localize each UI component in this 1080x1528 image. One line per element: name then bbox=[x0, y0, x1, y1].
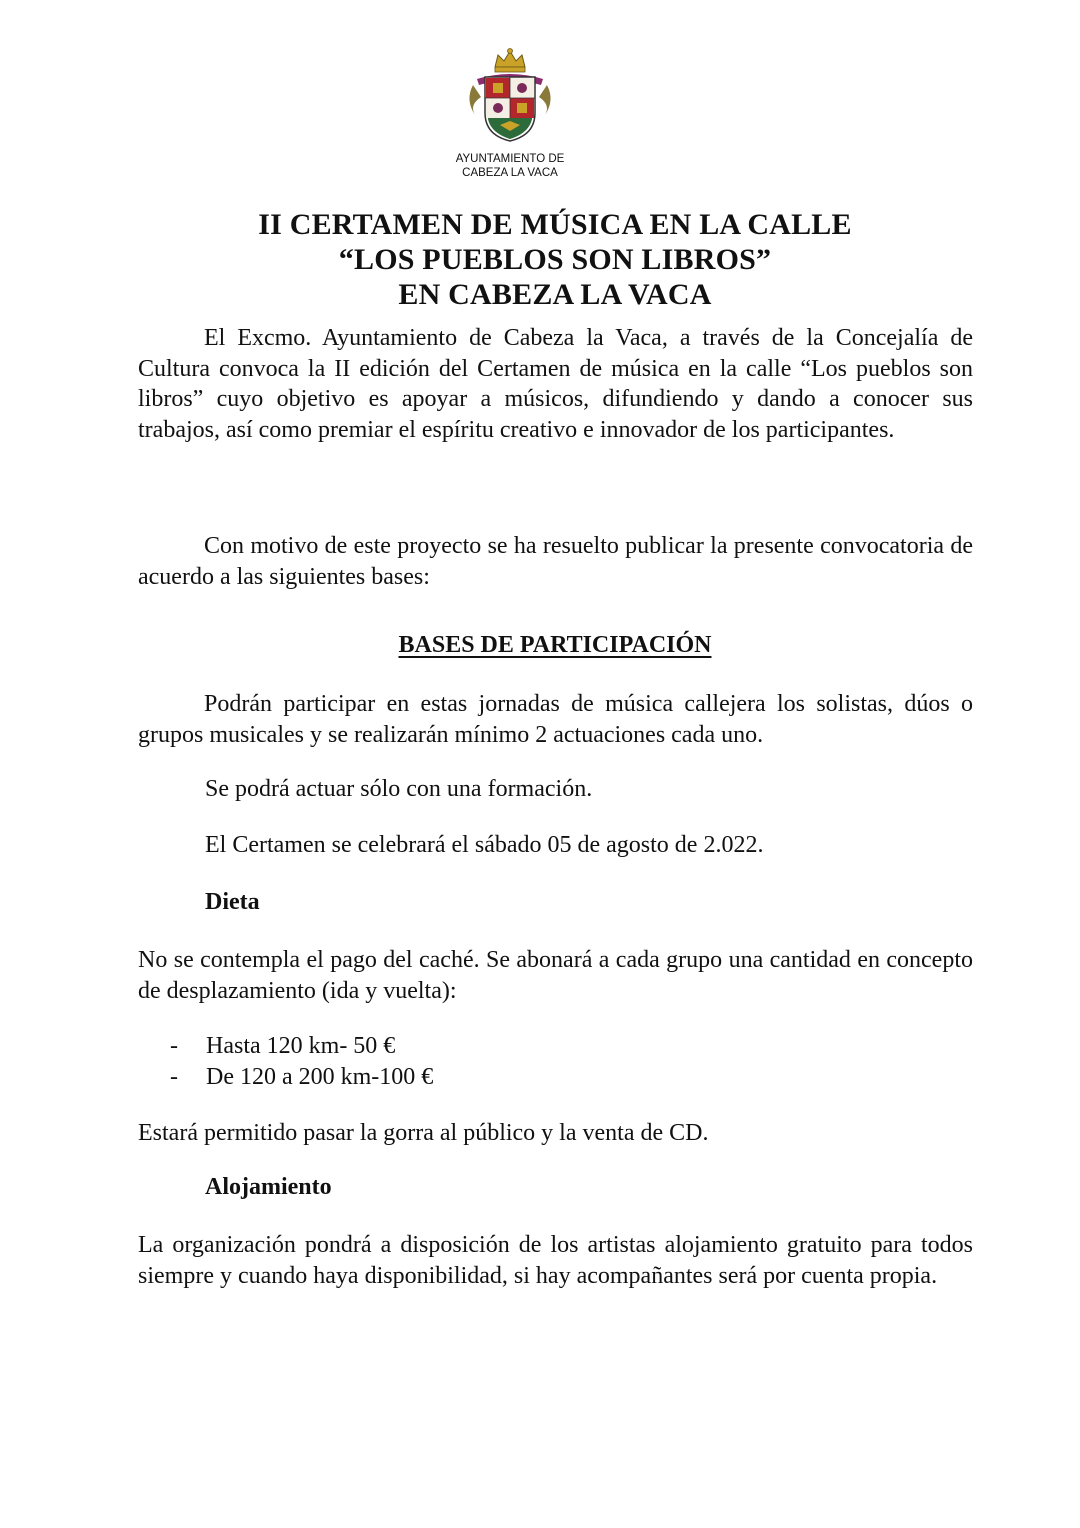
crown-icon bbox=[495, 49, 525, 73]
org-line-1: AYUNTAMIENTO DE bbox=[455, 153, 565, 165]
title-line-3: EN CABEZA LA VACA bbox=[398, 278, 712, 311]
bases-heading: BASES DE PARTICIPACIÓN bbox=[398, 632, 712, 658]
organization-name bbox=[400, 152, 620, 180]
list-dash: - bbox=[170, 1063, 178, 1090]
dieta-paragraph: No se contempla el pago del caché. Se abonará a cada grupo una cantidad en concepto de desplazamiento (ida y vuelta): bbox=[138, 947, 973, 1004]
title-line-2: “LOS PUEBLOS SON LIBROS” bbox=[338, 243, 772, 276]
org-line-2: CABEZA LA VACA bbox=[462, 167, 558, 179]
bases-line-formation: Se podrá actuar sólo con una formación. bbox=[205, 776, 593, 802]
list-dash: - bbox=[170, 1033, 178, 1059]
list-item-text: De 120 a 200 km-100 € bbox=[206, 1063, 434, 1090]
intro-paragraph-2: Con motivo de este proyecto se ha resuelto publicar la presente convocatoria de acuerdo a las siguientes bases: bbox=[138, 533, 973, 590]
intro-paragraph-1: El Excmo. Ayuntamiento de Cabeza la Vaca, a través de la Concejalía de Cultura convoca la II edición del Certamen de música en la calle “Los pueblos son libros” cuyo objetivo es apoyar a músicos, difundiendo y dando a conocer sus trabajos, así como premiar el espíritu creativo e innovador de los participantes. bbox=[138, 325, 973, 443]
alojamiento-heading: Alojamiento bbox=[205, 1174, 332, 1200]
dieta-note: Estará permitido pasar la gorra al público y la venta de CD. bbox=[138, 1120, 709, 1146]
bases-line-date: El Certamen se celebrará el sábado 05 de agosto de 2.022. bbox=[205, 832, 764, 858]
bases-paragraph-1: Podrán participar en estas jornadas de música callejera los solistas, dúos o grupos musicales y se realizarán mínimo 2 actuaciones cada uno. bbox=[138, 691, 973, 748]
dieta-heading: Dieta bbox=[205, 889, 260, 915]
list-item-text: Hasta 120 km- 50 € bbox=[206, 1033, 396, 1059]
title-line-1: II CERTAMEN DE MÚSICA EN LA CALLE bbox=[258, 208, 852, 241]
alojamiento-paragraph: La organización pondrá a disposición de los artistas alojamiento gratuito para todos siempre y cuando haya disponibilidad, si hay acompañantes será por cuenta propia. bbox=[138, 1232, 973, 1289]
document-title bbox=[0, 207, 1080, 312]
municipal-coat-of-arms-icon bbox=[455, 45, 565, 145]
